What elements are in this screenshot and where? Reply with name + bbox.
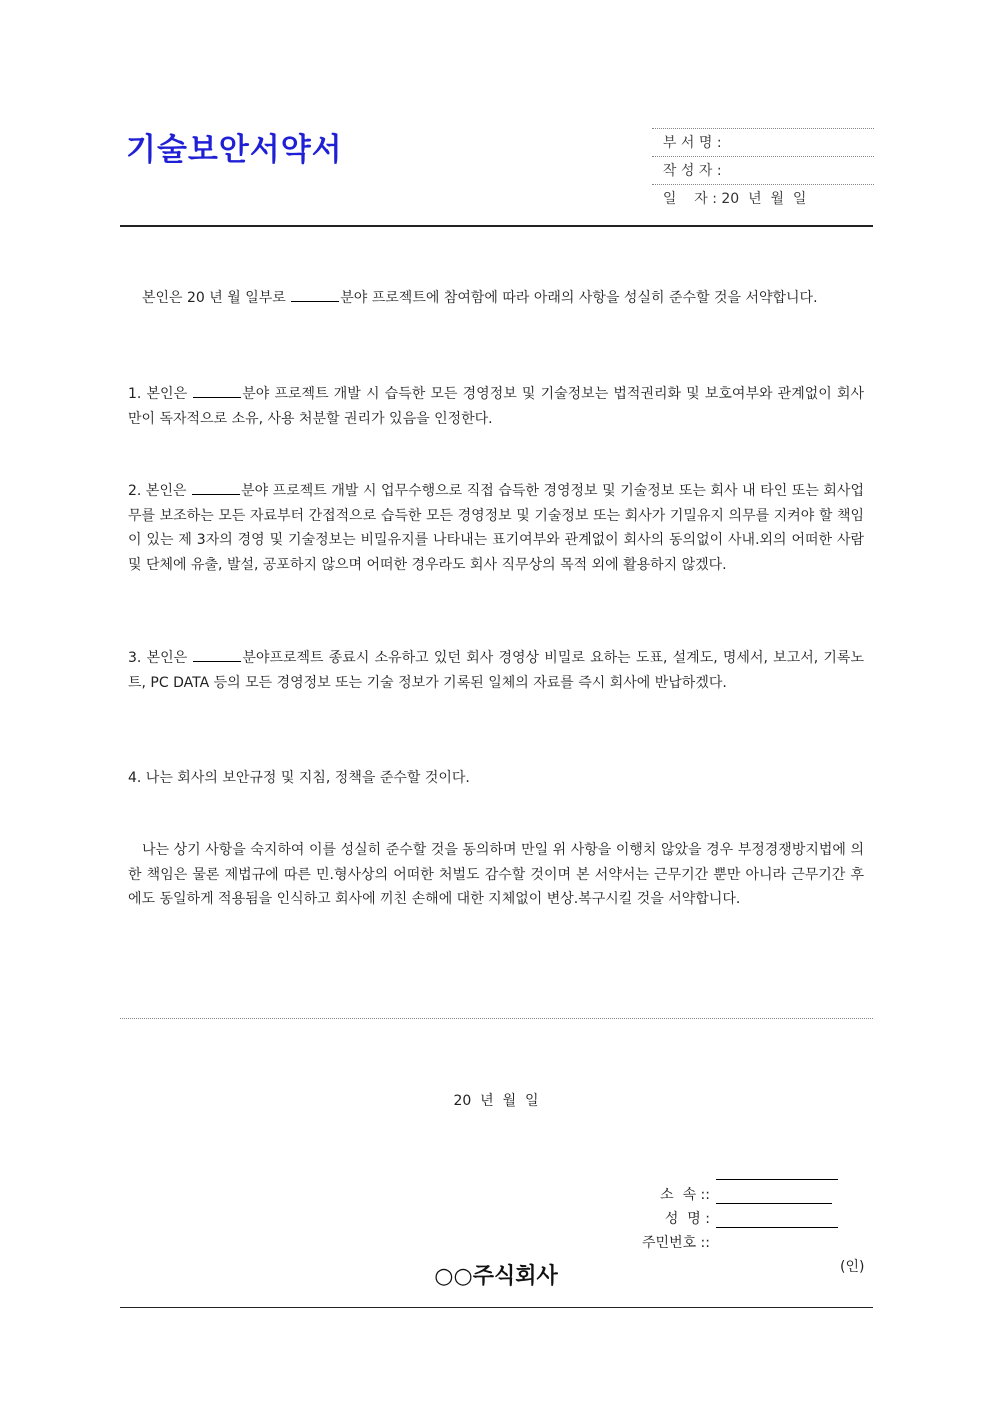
affiliation-row bbox=[0, 1159, 992, 1203]
clause-1-start: 1. 본인은 bbox=[128, 386, 193, 402]
department-field[interactable] bbox=[652, 101, 874, 151]
section-divider bbox=[120, 1018, 873, 1019]
author-label: 작 성 자 : bbox=[662, 163, 722, 179]
field-blank[interactable] bbox=[291, 288, 339, 302]
clause-3-text: 분야프로젝트 종료시 소유하고 있던 회사 경영상 비밀로 요하는 도표, 설계도, 명세서, 보고서, 기록노트, PC DATA 등의 모든 경영정보 또는 기술 정보가 기록된 일체의 자료를 즉시 회사에 반납하겠다. bbox=[128, 650, 864, 691]
header-rule bbox=[120, 225, 873, 227]
intro-text-start: 본인은 20 년 월 일부로 bbox=[142, 290, 291, 306]
clause-3 bbox=[128, 646, 864, 695]
department-label: 부 서 명 : bbox=[662, 135, 722, 151]
clause-1-text: 분야 프로젝트 개발 시 습득한 모든 경영정보 및 기술정보는 법적권리화 및 보호여부와 관계없이 회사만이 독자적으로 소유, 사용 처분할 권리가 있음을 인정한다. bbox=[128, 386, 864, 427]
name-label: 성 명 : bbox=[664, 1211, 710, 1227]
field-blank[interactable] bbox=[192, 481, 240, 495]
clause-2 bbox=[128, 479, 864, 577]
name-input-line[interactable] bbox=[716, 1185, 832, 1204]
id-number-label: 주민번호 :: bbox=[642, 1235, 710, 1251]
clause-2-text: 분야 프로젝트 개발 시 업무수행으로 직접 습득한 경영정보 및 기술정보 또는 회사 내 타인 또는 회사업무를 보조하는 모든 자료부터 간접적으로 습득한 모든 경영정보 및 기술정보 또는 회사가 기밀유지 의무를 지켜야 할 책임이 있는 제 3자의 경영 및 기술정보는 비밀유지를 나타내는 표기여부와 관계없이 회사의 동의없이 사내.외의 어떠한 사람 및 단체에 유출, 발설, 공포하지 않으며 어떠한 경우라도 회사 직무상의 목적 외에 활용하지 않겠다. bbox=[128, 483, 864, 573]
document-title: 기술보안서약서 bbox=[126, 132, 343, 168]
intro-paragraph bbox=[128, 286, 864, 311]
affiliation-label: 소 속 :: bbox=[660, 1187, 710, 1203]
signature-date: 20 년 월 일 bbox=[453, 1093, 539, 1109]
field-blank[interactable] bbox=[193, 384, 241, 398]
id-number-input-line[interactable] bbox=[716, 1209, 838, 1228]
clause-2-start: 2. 본인은 bbox=[128, 483, 192, 499]
author-field[interactable] bbox=[652, 129, 874, 179]
clause-1 bbox=[128, 382, 864, 431]
footer-rule bbox=[120, 1307, 873, 1308]
closing-paragraph: 나는 상기 사항을 숙지하여 이를 성실히 준수할 것을 동의하며 만일 위 사항을 이행치 않았을 경우 부정경쟁방지법에 의한 책임은 물론 제법규에 따른 민.형사상의 어떠한 처벌도 감수할 것이며 본 서약서는 근무기간 뿐만 아니라 근무기간 후에도 동일하게 적용됨을 인식하고 회사에 끼친 손해에 대한 지체없이 변상.복구시킬 것을 서약합니다. bbox=[128, 842, 864, 907]
affiliation-input-line[interactable] bbox=[716, 1161, 838, 1180]
seal-mark: (인) bbox=[840, 1259, 865, 1275]
clause-4 bbox=[128, 766, 864, 791]
intro-text-end: 분야 프로젝트에 참여함에 따라 아래의 사항을 성실히 준수할 것을 서약합니다. bbox=[340, 290, 818, 306]
date-field[interactable] bbox=[652, 157, 874, 207]
clause-3-start: 3. 본인은 bbox=[128, 650, 193, 666]
id-number-row bbox=[0, 1207, 992, 1251]
company-name: ○○주식회사 bbox=[434, 1264, 558, 1289]
field-blank[interactable] bbox=[193, 648, 241, 662]
date-label: 일 자 : 20 년 월 일 bbox=[662, 191, 807, 207]
clause-4-text: 4. 나는 회사의 보안규정 및 지침, 정책을 준수할 것이다. bbox=[128, 770, 470, 786]
